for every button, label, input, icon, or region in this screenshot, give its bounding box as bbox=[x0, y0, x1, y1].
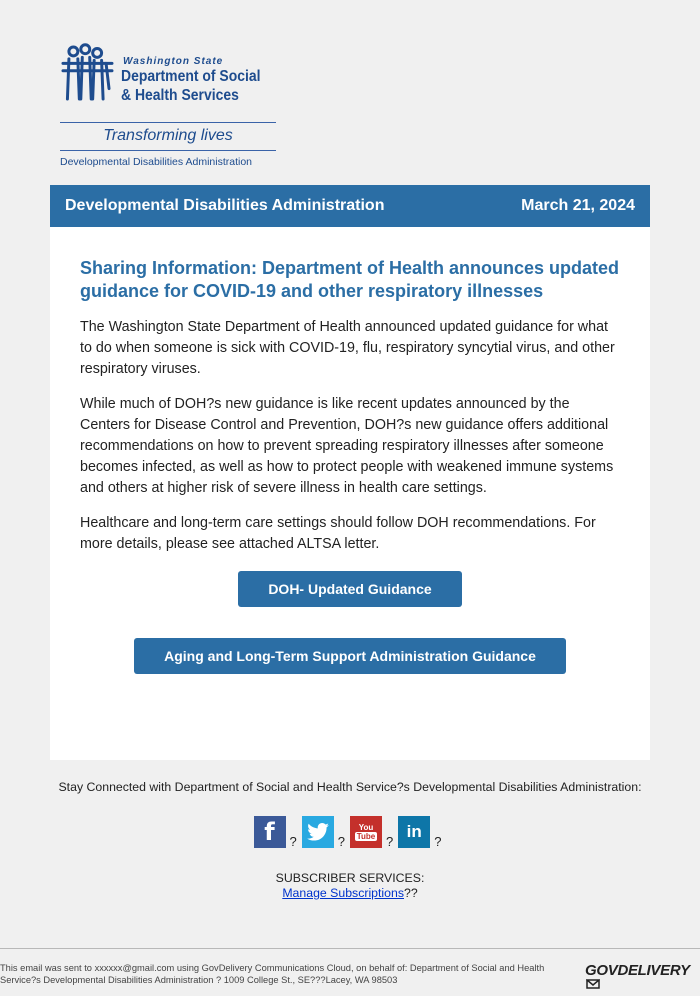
social-separator: ? bbox=[386, 834, 394, 849]
logo-org-line1: Washington State bbox=[122, 56, 224, 67]
logo-division: Developmental Disabilities Administration bbox=[60, 156, 253, 168]
youtube-label-top: You bbox=[358, 823, 374, 832]
dshs-logo bbox=[60, 34, 276, 168]
linkedin-glyph: in bbox=[406, 822, 422, 841]
article-paragraph: The Washington State Department of Health announced updated guidance for what to do when someone is sick with COVID-19, flu, respiratory syncytial virus, and other respiratory viruses. bbox=[80, 319, 615, 377]
govdelivery-brand: GOVDELIVERY bbox=[585, 962, 690, 979]
twitter-icon[interactable] bbox=[302, 816, 334, 848]
header-title: Developmental Disabilities Administration bbox=[65, 197, 385, 214]
logo-org-line3: & Health Services bbox=[120, 87, 239, 104]
social-separator: ? bbox=[337, 834, 345, 849]
article-paragraph: While much of DOH?s new guidance is like recent updates announced by the Centers for Disease Control and Prevention, DOH?s new guidance offers additional recommendations on how to prevent spreading respiratory illnesses after someone becomes infected, as well as how to protect people with weakened immune systems and others at higher risk of severe illness in health care settings. bbox=[80, 396, 614, 496]
article-title: Sharing Information: Department of Health announces updated guidance for COVID-19 and other respiratory illnesses bbox=[80, 258, 620, 301]
logo-org-line2: Department of Social bbox=[120, 68, 261, 85]
article-paragraph: Healthcare and long-term care settings should follow DOH recommendations. For more details, please see attached ALTSA letter. bbox=[80, 515, 596, 552]
subscriber-heading: SUBSCRIBER SERVICES: bbox=[275, 871, 425, 885]
manage-subscriptions-link[interactable]: Manage Subscriptions bbox=[282, 886, 404, 900]
footer-text-after: using GovDelivery Communications Cloud, on behalf of: Department of Social and Health Service?s Developmental Disabilities Administration ? 1009 College St., SE???Lacey, WA 98503 bbox=[0, 963, 545, 985]
youtube-icon[interactable] bbox=[350, 816, 382, 848]
facebook-icon[interactable] bbox=[254, 816, 286, 848]
youtube-label-bottom: Tube bbox=[356, 832, 376, 841]
twitter-bird-icon bbox=[307, 823, 329, 841]
social-separator: ? bbox=[289, 834, 297, 849]
subscriber-suffix: ?? bbox=[404, 886, 418, 900]
stay-connected-text: Stay Connected with Department of Social and Health Service?s Developmental Disabilities Administration: bbox=[58, 780, 642, 794]
footer-email-link[interactable]: xxxxxx@gmail.com bbox=[94, 963, 175, 973]
logo-tagline: Transforming lives bbox=[103, 127, 233, 144]
social-links bbox=[0, 816, 700, 848]
article-card bbox=[50, 227, 650, 760]
footer-text bbox=[0, 962, 575, 986]
header-date: March 21, 2024 bbox=[521, 197, 635, 214]
footer-text-before: This email was sent to bbox=[0, 963, 95, 973]
linkedin-icon[interactable] bbox=[398, 816, 430, 848]
envelope-icon bbox=[586, 979, 600, 989]
facebook-glyph: f bbox=[264, 818, 275, 846]
subscriber-services bbox=[0, 871, 700, 901]
doh-guidance-button[interactable]: DOH- Updated Guidance bbox=[238, 571, 462, 607]
logo-divider bbox=[60, 150, 276, 151]
header-bar bbox=[50, 185, 650, 227]
altsa-guidance-button[interactable]: Aging and Long-Term Support Administration Guidance bbox=[134, 638, 566, 674]
logo-divider bbox=[60, 122, 276, 123]
footer-divider bbox=[0, 948, 700, 949]
social-separator: ? bbox=[434, 834, 442, 849]
dshs-people-icon bbox=[60, 34, 115, 112]
